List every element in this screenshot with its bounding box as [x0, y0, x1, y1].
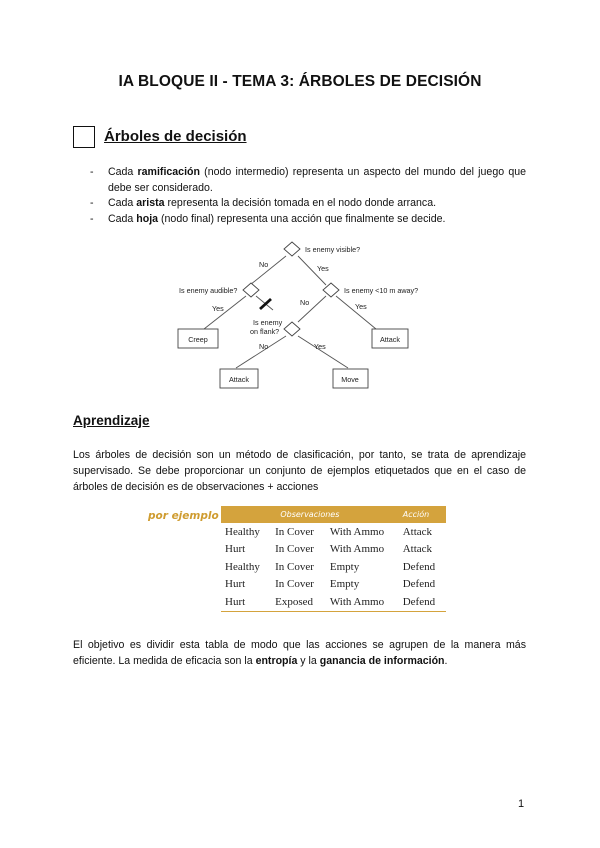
edge-label-no: No	[259, 260, 269, 269]
section-heading-arboles: Árboles de decisión	[104, 128, 247, 145]
edge-q4-attack	[236, 336, 286, 368]
section-checkbox	[73, 126, 95, 148]
table-cell: Hurt	[225, 578, 246, 591]
table-header-row	[221, 506, 446, 523]
edge-label-yes: Yes	[212, 304, 224, 313]
bullet-bold-term: ramificación	[137, 166, 200, 178]
bullet-dash: -	[90, 166, 94, 178]
page-title: IA BLOQUE II - TEMA 3: ÁRBOLES DE DECISIÓN	[118, 73, 482, 90]
table-cell: Defend	[402, 578, 436, 591]
bullet-bold-term: arista	[136, 197, 165, 209]
table-cell: In Cover	[275, 543, 314, 556]
table-row	[221, 576, 446, 594]
table-cell: Empty	[329, 578, 360, 591]
paragraph-objective	[73, 637, 526, 669]
example-table	[221, 506, 446, 612]
table-cell: Defend	[399, 593, 446, 611]
table-cell: With Ammo	[326, 593, 399, 611]
bullet-dash: -	[90, 212, 94, 225]
decision-node-q1	[284, 242, 300, 256]
paragraph-text: El objetivo es dividir esta tabla de modo que las acciones se agrupen de la manera más eficiente. La medida de eficacia son la	[73, 639, 526, 667]
table-cell: Attack	[402, 525, 433, 538]
leaf-label-move: Move	[341, 375, 359, 384]
edge-q3-attack	[336, 296, 376, 329]
section-heading-aprendizaje: Aprendizaje	[73, 413, 150, 428]
bullet-list	[90, 165, 526, 227]
bullet-item-hoja	[90, 212, 526, 228]
decision-node-q2	[243, 283, 259, 297]
bullet-item-ramificacion	[90, 165, 526, 196]
node-label-q2: Is enemy audible?	[179, 286, 238, 295]
leaf-label-creep: Creep	[188, 335, 208, 344]
bullet-text: Cada	[108, 197, 137, 209]
edge-q2-q4	[256, 296, 273, 310]
decision-tree-diagram	[170, 238, 440, 394]
paragraph-intro: Los árboles de decisión son un método de clasificación, por tanto, se trata de aprendizaje supervisado. Se debe proporcionar un conjunto de ejemplos etiquetados que en el caso de árboles de decisión es de observaciones + acciones	[73, 449, 526, 493]
bullet-text: Cada	[108, 166, 138, 178]
header-observaciones: Observaciones	[221, 506, 399, 523]
table-cell: Exposed	[271, 593, 326, 611]
edge-label-yes: Yes	[317, 264, 329, 273]
edge-label-yes: Yes	[355, 302, 367, 311]
example-label: por ejemplo	[148, 510, 219, 522]
bullet-dash: -	[90, 197, 94, 209]
bullet-bold-term: hoja	[136, 212, 159, 225]
table-cell: In Cover	[275, 578, 314, 591]
table-row	[221, 523, 446, 541]
table-row	[221, 558, 446, 576]
node-label-q1: Is enemy visible?	[305, 245, 361, 254]
table-cell: In Cover	[275, 560, 314, 573]
edge-q2-creep	[204, 296, 246, 329]
table-cell: Hurt	[221, 593, 271, 611]
table-cell: Attack	[402, 543, 433, 556]
edge-label-no: No	[300, 298, 310, 307]
bullet-text: (nodo intermedio) representa un aspecto del mundo del juego que debe ser considerado.	[108, 166, 526, 194]
table-cell: Healthy	[225, 560, 260, 573]
node-label-q3: Is enemy <10 m away?	[344, 286, 419, 295]
bullet-text: representa la decisión tomada en el nodo donde arranca.	[164, 197, 437, 209]
tree-edges	[204, 256, 376, 368]
leaf-label-attack-right: Attack	[380, 335, 400, 344]
paragraph-text: .	[444, 655, 448, 667]
decision-node-q4	[284, 322, 300, 336]
table-cell: With Ammo	[329, 543, 385, 556]
edge-label-yes: Yes	[314, 342, 326, 351]
edge-label-no: No	[259, 342, 269, 351]
node-label-q4-line2: on flank?	[250, 327, 280, 336]
table-cell: Defend	[402, 560, 436, 573]
bullet-item-arista	[90, 196, 526, 212]
table-row	[221, 593, 446, 611]
table-cell: Hurt	[225, 543, 246, 556]
bullet-text: Cada	[108, 212, 137, 225]
bold-term-ganancia: ganancia de información	[319, 655, 445, 667]
table-row	[221, 541, 446, 559]
bullet-text: (nodo final) representa una acción que finalmente se decide.	[158, 212, 446, 225]
leaf-label-attack-left: Attack	[229, 375, 249, 384]
node-label-q4-line1: Is enemy	[253, 318, 283, 327]
table-cell: In Cover	[275, 525, 314, 538]
decision-node-q3	[323, 283, 339, 297]
table-cell: Healthy	[225, 525, 260, 538]
bold-term-entropia: entropía	[255, 655, 298, 667]
table-cell: Empty	[329, 560, 360, 573]
page-number: 1	[518, 798, 525, 810]
paragraph-text: y la	[297, 655, 320, 667]
table-cell: With Ammo	[329, 525, 385, 538]
edge-q4-move	[298, 336, 348, 368]
header-accion: Acción	[399, 506, 446, 523]
